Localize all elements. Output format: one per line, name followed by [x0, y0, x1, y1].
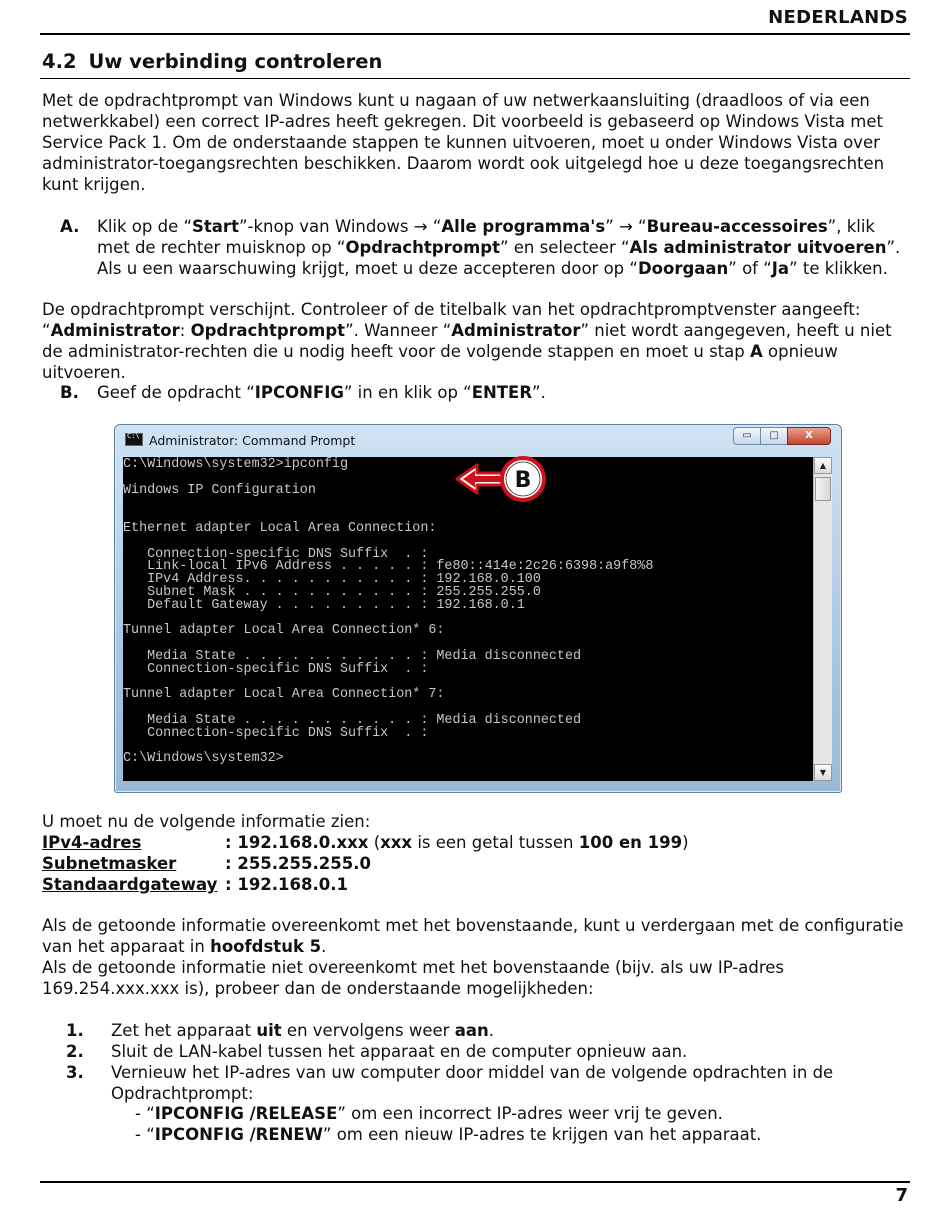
page-number: 7	[895, 1185, 908, 1206]
close-button[interactable]: X	[787, 427, 831, 445]
section-number: 4.2	[42, 50, 77, 73]
step-a-marker: A.	[60, 217, 80, 236]
info-value: : 192.168.0.xxx (xxx is een getal tussen 100 en 199)	[225, 833, 689, 852]
vertical-scrollbar[interactable]	[813, 457, 832, 781]
step-b-marker: B.	[60, 383, 79, 402]
info-lead: U moet nu de volgende informatie zien:	[42, 812, 371, 831]
step-a-text: Klik op de “Start”-knop van Windows → “Alle programma's” → “Bureau-accessoires”, klik met de rechter muisknop op “Opdrachtprompt” en selecteer “Als administrator uitvoeren”. Als u een waarschuwing krijgt, moet u deze accepteren door op “Doorgaan” of “Ja” te klikken.	[97, 217, 901, 278]
step-b	[60, 382, 910, 403]
info-value: : 255.255.255.0	[225, 854, 371, 873]
section-rule	[40, 78, 910, 79]
info-row-ipv4	[42, 832, 689, 853]
callout-b-arrow-icon	[455, 455, 550, 503]
info-row-subnet	[42, 853, 371, 874]
info-value: : 192.168.0.1	[225, 875, 348, 894]
footer-rule	[40, 1181, 910, 1183]
list-item: 1. Zet het apparaat uit en vervolgens weer aan.	[66, 1021, 494, 1040]
cmd-window-icon	[125, 433, 143, 446]
intro-paragraph: Met de opdrachtprompt van Windows kunt u nagaan of uw netwerkaansluiting (draadloos of via een netwerkkabel) een correct IP-adres heeft gekregen. Dit voorbeeld is gebaseerd op Windows Vista met Service Pack 1. Om de onderstaande stappen te kunnen uitvoeren, moet u onder Windows Vista over administrator-toegangsrechten beschikken. Daarom wordt ook uitgelegd hoe u deze toegangsrechten kunt krijgen.	[42, 91, 885, 194]
scroll-thumb[interactable]	[815, 477, 831, 501]
section-title-text: Uw verbinding controleren	[88, 50, 383, 73]
maximize-button[interactable]: □	[760, 427, 788, 445]
match-paragraph: Als de getoonde informatie overeenkomt met het bovenstaande, kunt u verdergaan met de configuratie van het apparaat in hoofdstuk 5. Als de getoonde informatie niet overeenkomt met het bovenstaande (bijv. als uw IP-adres 169.254.xxx.xxx is), probeer dan de onderstaande mogelijkheden:	[42, 916, 904, 998]
sub-list-item: - “IPCONFIG /RENEW” om een nieuw IP-adres te krijgen van het apparaat.	[135, 1125, 762, 1144]
section-title	[42, 50, 382, 73]
scroll-down-arrow-icon[interactable]: ▼	[814, 764, 832, 781]
list-item: 2. Sluit de LAN-kabel tussen het apparaat en de computer opnieuw aan.	[66, 1042, 688, 1061]
cmd-title-text: Administrator: Command Prompt	[149, 433, 356, 448]
cmd-console[interactable]	[123, 457, 813, 781]
info-row-gateway	[42, 874, 348, 895]
cmd-titlebar	[125, 433, 355, 448]
callout-label: B	[514, 468, 532, 493]
sub-list-item: - “IPCONFIG /RELEASE” om een incorrect IP-adres weer vrij te geven.	[135, 1104, 723, 1123]
info-label: Subnetmasker	[42, 854, 177, 873]
info-label: Standaardgateway	[42, 875, 218, 894]
minimize-button[interactable]: ▭	[733, 427, 761, 445]
step-b-text: Geef de opdracht “IPCONFIG” in en klik op “ENTER”.	[97, 383, 546, 402]
scroll-up-arrow-icon[interactable]: ▲	[814, 457, 832, 474]
info-label: IPv4-adres	[42, 833, 142, 852]
list-item: 3. Vernieuw het IP-adres van uw computer door middel van de volgende opdrachten in de Opdrachtprompt:	[66, 1063, 834, 1103]
header-language: NEDERLANDS	[768, 7, 908, 28]
window-controls	[734, 427, 831, 445]
prompt-paragraph: De opdrachtprompt verschijnt. Controleer of de titelbalk van het opdrachtpromptvenster aangeeft: “Administrator: Opdrachtprompt”. Wanneer “Administrator” niet wordt aangegeven, heeft u niet de administrator-rechten die u nodig heeft voor de volgende stappen en moet u stap A opnieuw uitvoeren.	[42, 300, 892, 382]
step-a	[60, 216, 910, 279]
header-rule	[40, 33, 910, 35]
cmd-output: C:\Windows\system32>ipconfig Windows IP Configuration Ethernet adapter Local Area Connection: Connection-specific DNS Suffix . : Link-local IPv6 Address . . . . . : fe80::414e:2c26:6398:a9f8%8 IPv4 Address. . . . . . . . . . . : 192.168.0.100 Subnet Mask . . . . . . . . . . . : 255.255.255.0 Default Gateway . . . . . . . . . : 192.168.0.1 Tunnel adapter Local Area Connection* 6: Media State . . . . . . . . . . . : Media disconnected Connection-specific DNS Suffix . : Tunnel adapter Local Area Connection* 7: Media State . . . . . . . . . . . : Media disconnected Connection-specific DNS Suffix . : C:\Windows\system32>	[123, 457, 654, 767]
